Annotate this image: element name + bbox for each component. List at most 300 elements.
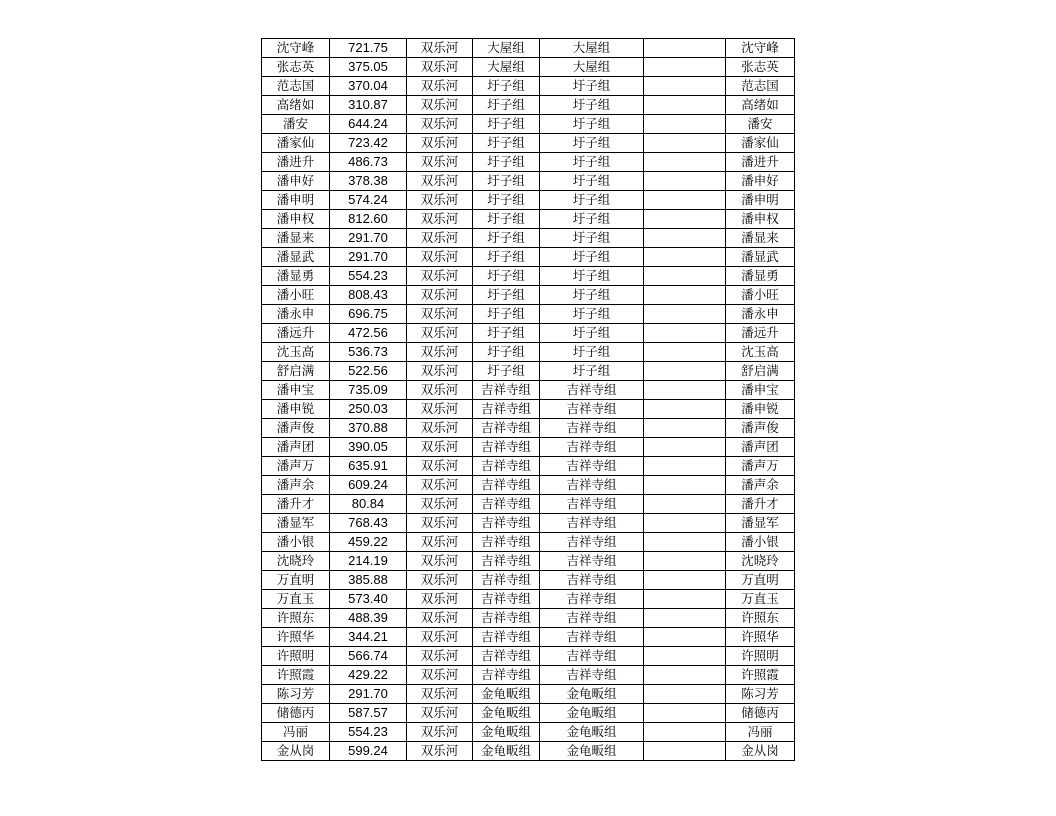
blank-cell bbox=[644, 39, 726, 58]
table-row bbox=[262, 286, 795, 305]
name-cell-2: 沈守峰 bbox=[726, 39, 795, 58]
group-cell-2: 圩子组 bbox=[540, 210, 644, 229]
blank-cell bbox=[644, 476, 726, 495]
group-cell: 圩子组 bbox=[473, 191, 540, 210]
blank-cell bbox=[644, 191, 726, 210]
name-cell: 潘显来 bbox=[262, 229, 330, 248]
village-cell: 双乐河 bbox=[407, 552, 473, 571]
group-cell: 圩子组 bbox=[473, 77, 540, 96]
name-cell-2: 潘升才 bbox=[726, 495, 795, 514]
group-cell: 金龟畈组 bbox=[473, 742, 540, 761]
name-cell-2: 潘显武 bbox=[726, 248, 795, 267]
blank-cell bbox=[644, 134, 726, 153]
table-row bbox=[262, 514, 795, 533]
group-cell: 吉祥寺组 bbox=[473, 476, 540, 495]
blank-cell bbox=[644, 400, 726, 419]
village-cell: 双乐河 bbox=[407, 457, 473, 476]
blank-cell bbox=[644, 438, 726, 457]
group-cell-2: 圩子组 bbox=[540, 191, 644, 210]
amount-cell: 291.70 bbox=[330, 229, 407, 248]
amount-cell: 488.39 bbox=[330, 609, 407, 628]
name-cell: 潘显军 bbox=[262, 514, 330, 533]
group-cell-2: 金龟畈组 bbox=[540, 704, 644, 723]
name-cell-2: 金从岗 bbox=[726, 742, 795, 761]
name-cell: 舒启满 bbox=[262, 362, 330, 381]
group-cell-2: 吉祥寺组 bbox=[540, 552, 644, 571]
name-cell-2: 许照东 bbox=[726, 609, 795, 628]
amount-cell: 522.56 bbox=[330, 362, 407, 381]
village-cell: 双乐河 bbox=[407, 172, 473, 191]
name-cell-2: 潘家仙 bbox=[726, 134, 795, 153]
name-cell-2: 万直玉 bbox=[726, 590, 795, 609]
table-row bbox=[262, 96, 795, 115]
group-cell-2: 金龟畈组 bbox=[540, 723, 644, 742]
name-cell-2: 潘声万 bbox=[726, 457, 795, 476]
name-cell-2: 潘声余 bbox=[726, 476, 795, 495]
village-cell: 双乐河 bbox=[407, 343, 473, 362]
table-row bbox=[262, 305, 795, 324]
name-cell: 潘小银 bbox=[262, 533, 330, 552]
table-row bbox=[262, 438, 795, 457]
group-cell: 金龟畈组 bbox=[473, 685, 540, 704]
amount-cell: 486.73 bbox=[330, 153, 407, 172]
name-cell-2: 潘显来 bbox=[726, 229, 795, 248]
blank-cell bbox=[644, 590, 726, 609]
amount-cell: 644.24 bbox=[330, 115, 407, 134]
group-cell: 吉祥寺组 bbox=[473, 533, 540, 552]
blank-cell bbox=[644, 647, 726, 666]
group-cell-2: 吉祥寺组 bbox=[540, 476, 644, 495]
blank-cell bbox=[644, 552, 726, 571]
table-row bbox=[262, 609, 795, 628]
amount-cell: 214.19 bbox=[330, 552, 407, 571]
name-cell-2: 高绪如 bbox=[726, 96, 795, 115]
village-cell: 双乐河 bbox=[407, 134, 473, 153]
table-row bbox=[262, 495, 795, 514]
name-cell-2: 潘小银 bbox=[726, 533, 795, 552]
group-cell: 圩子组 bbox=[473, 343, 540, 362]
group-cell-2: 吉祥寺组 bbox=[540, 381, 644, 400]
name-cell: 许照霞 bbox=[262, 666, 330, 685]
amount-cell: 812.60 bbox=[330, 210, 407, 229]
village-cell: 双乐河 bbox=[407, 115, 473, 134]
name-cell-2: 冯丽 bbox=[726, 723, 795, 742]
group-cell: 大屋组 bbox=[473, 39, 540, 58]
table-row bbox=[262, 58, 795, 77]
table-row bbox=[262, 324, 795, 343]
name-cell: 潘申明 bbox=[262, 191, 330, 210]
group-cell-2: 吉祥寺组 bbox=[540, 628, 644, 647]
village-cell: 双乐河 bbox=[407, 400, 473, 419]
name-cell: 沈守峰 bbox=[262, 39, 330, 58]
name-cell: 储德丙 bbox=[262, 704, 330, 723]
name-cell: 陈习芳 bbox=[262, 685, 330, 704]
group-cell-2: 吉祥寺组 bbox=[540, 495, 644, 514]
group-cell-2: 大屋组 bbox=[540, 58, 644, 77]
village-cell: 双乐河 bbox=[407, 305, 473, 324]
amount-cell: 390.05 bbox=[330, 438, 407, 457]
blank-cell bbox=[644, 305, 726, 324]
amount-cell: 566.74 bbox=[330, 647, 407, 666]
amount-cell: 574.24 bbox=[330, 191, 407, 210]
amount-cell: 721.75 bbox=[330, 39, 407, 58]
table-row bbox=[262, 39, 795, 58]
table-row bbox=[262, 552, 795, 571]
village-cell: 双乐河 bbox=[407, 248, 473, 267]
name-cell-2: 潘申宝 bbox=[726, 381, 795, 400]
name-cell: 高绪如 bbox=[262, 96, 330, 115]
name-cell-2: 许照华 bbox=[726, 628, 795, 647]
amount-cell: 696.75 bbox=[330, 305, 407, 324]
village-cell: 双乐河 bbox=[407, 628, 473, 647]
name-cell-2: 潘安 bbox=[726, 115, 795, 134]
group-cell: 吉祥寺组 bbox=[473, 609, 540, 628]
group-cell: 圩子组 bbox=[473, 172, 540, 191]
table-row bbox=[262, 571, 795, 590]
group-cell-2: 圩子组 bbox=[540, 343, 644, 362]
group-cell-2: 圩子组 bbox=[540, 153, 644, 172]
blank-cell bbox=[644, 153, 726, 172]
name-cell-2: 潘小旺 bbox=[726, 286, 795, 305]
village-cell: 双乐河 bbox=[407, 210, 473, 229]
amount-cell: 472.56 bbox=[330, 324, 407, 343]
group-cell-2: 吉祥寺组 bbox=[540, 666, 644, 685]
name-cell: 金从岗 bbox=[262, 742, 330, 761]
amount-cell: 459.22 bbox=[330, 533, 407, 552]
group-cell: 圩子组 bbox=[473, 286, 540, 305]
name-cell: 潘小旺 bbox=[262, 286, 330, 305]
group-cell: 吉祥寺组 bbox=[473, 495, 540, 514]
name-cell: 许照东 bbox=[262, 609, 330, 628]
blank-cell bbox=[644, 77, 726, 96]
name-cell: 万直明 bbox=[262, 571, 330, 590]
blank-cell bbox=[644, 210, 726, 229]
table-row bbox=[262, 666, 795, 685]
name-cell: 范志国 bbox=[262, 77, 330, 96]
table-row bbox=[262, 381, 795, 400]
name-cell: 许照明 bbox=[262, 647, 330, 666]
group-cell-2: 金龟畈组 bbox=[540, 742, 644, 761]
name-cell: 潘进升 bbox=[262, 153, 330, 172]
amount-cell: 375.05 bbox=[330, 58, 407, 77]
group-cell: 吉祥寺组 bbox=[473, 514, 540, 533]
group-cell-2: 圩子组 bbox=[540, 286, 644, 305]
name-cell: 潘声万 bbox=[262, 457, 330, 476]
table-row bbox=[262, 685, 795, 704]
group-cell: 圩子组 bbox=[473, 305, 540, 324]
group-cell: 圩子组 bbox=[473, 229, 540, 248]
name-cell: 潘申权 bbox=[262, 210, 330, 229]
table-row bbox=[262, 248, 795, 267]
village-cell: 双乐河 bbox=[407, 571, 473, 590]
blank-cell bbox=[644, 343, 726, 362]
village-cell: 双乐河 bbox=[407, 286, 473, 305]
group-cell: 圩子组 bbox=[473, 248, 540, 267]
group-cell-2: 圩子组 bbox=[540, 324, 644, 343]
group-cell: 圩子组 bbox=[473, 267, 540, 286]
table-row bbox=[262, 742, 795, 761]
group-cell-2: 吉祥寺组 bbox=[540, 647, 644, 666]
name-cell-2: 潘申明 bbox=[726, 191, 795, 210]
name-cell: 万直玉 bbox=[262, 590, 330, 609]
group-cell-2: 圩子组 bbox=[540, 362, 644, 381]
group-cell-2: 吉祥寺组 bbox=[540, 590, 644, 609]
table-row bbox=[262, 723, 795, 742]
name-cell-2: 潘申好 bbox=[726, 172, 795, 191]
amount-cell: 554.23 bbox=[330, 723, 407, 742]
table-row bbox=[262, 419, 795, 438]
village-cell: 双乐河 bbox=[407, 362, 473, 381]
amount-cell: 554.23 bbox=[330, 267, 407, 286]
village-cell: 双乐河 bbox=[407, 495, 473, 514]
table-row bbox=[262, 172, 795, 191]
group-cell-2: 吉祥寺组 bbox=[540, 400, 644, 419]
group-cell-2: 圩子组 bbox=[540, 267, 644, 286]
table-row bbox=[262, 134, 795, 153]
blank-cell bbox=[644, 533, 726, 552]
table-row bbox=[262, 590, 795, 609]
group-cell: 圩子组 bbox=[473, 324, 540, 343]
blank-cell bbox=[644, 419, 726, 438]
name-cell-2: 许照明 bbox=[726, 647, 795, 666]
village-cell: 双乐河 bbox=[407, 419, 473, 438]
name-cell: 潘家仙 bbox=[262, 134, 330, 153]
group-cell-2: 圩子组 bbox=[540, 172, 644, 191]
group-cell: 圩子组 bbox=[473, 115, 540, 134]
table-body bbox=[262, 39, 795, 761]
table-row bbox=[262, 229, 795, 248]
village-cell: 双乐河 bbox=[407, 39, 473, 58]
table-row bbox=[262, 457, 795, 476]
amount-cell: 370.04 bbox=[330, 77, 407, 96]
name-cell-2: 潘显军 bbox=[726, 514, 795, 533]
table-row bbox=[262, 267, 795, 286]
name-cell-2: 潘显勇 bbox=[726, 267, 795, 286]
name-cell-2: 万直明 bbox=[726, 571, 795, 590]
group-cell-2: 吉祥寺组 bbox=[540, 457, 644, 476]
name-cell: 潘声俊 bbox=[262, 419, 330, 438]
name-cell-2: 张志英 bbox=[726, 58, 795, 77]
name-cell-2: 潘永申 bbox=[726, 305, 795, 324]
village-cell: 双乐河 bbox=[407, 666, 473, 685]
group-cell: 圩子组 bbox=[473, 96, 540, 115]
name-cell-2: 舒启满 bbox=[726, 362, 795, 381]
table-row bbox=[262, 153, 795, 172]
village-cell: 双乐河 bbox=[407, 58, 473, 77]
name-cell: 潘显勇 bbox=[262, 267, 330, 286]
amount-cell: 310.87 bbox=[330, 96, 407, 115]
village-cell: 双乐河 bbox=[407, 723, 473, 742]
amount-cell: 735.09 bbox=[330, 381, 407, 400]
blank-cell bbox=[644, 723, 726, 742]
name-cell: 潘声团 bbox=[262, 438, 330, 457]
group-cell: 圩子组 bbox=[473, 210, 540, 229]
group-cell-2: 圩子组 bbox=[540, 229, 644, 248]
village-cell: 双乐河 bbox=[407, 609, 473, 628]
table-row bbox=[262, 533, 795, 552]
name-cell: 张志英 bbox=[262, 58, 330, 77]
table-row bbox=[262, 400, 795, 419]
name-cell-2: 沈晓玲 bbox=[726, 552, 795, 571]
amount-cell: 587.57 bbox=[330, 704, 407, 723]
blank-cell bbox=[644, 666, 726, 685]
name-cell-2: 潘申权 bbox=[726, 210, 795, 229]
name-cell-2: 潘进升 bbox=[726, 153, 795, 172]
amount-cell: 80.84 bbox=[330, 495, 407, 514]
group-cell-2: 吉祥寺组 bbox=[540, 419, 644, 438]
village-cell: 双乐河 bbox=[407, 685, 473, 704]
group-cell: 吉祥寺组 bbox=[473, 381, 540, 400]
village-cell: 双乐河 bbox=[407, 514, 473, 533]
group-cell-2: 吉祥寺组 bbox=[540, 571, 644, 590]
name-cell: 沈晓玲 bbox=[262, 552, 330, 571]
group-cell-2: 吉祥寺组 bbox=[540, 533, 644, 552]
name-cell-2: 范志国 bbox=[726, 77, 795, 96]
village-cell: 双乐河 bbox=[407, 533, 473, 552]
name-cell: 潘申宝 bbox=[262, 381, 330, 400]
data-table bbox=[261, 38, 795, 761]
blank-cell bbox=[644, 362, 726, 381]
table-row bbox=[262, 77, 795, 96]
table-row bbox=[262, 628, 795, 647]
blank-cell bbox=[644, 381, 726, 400]
table-row bbox=[262, 343, 795, 362]
table-row bbox=[262, 476, 795, 495]
group-cell: 吉祥寺组 bbox=[473, 571, 540, 590]
group-cell-2: 圩子组 bbox=[540, 96, 644, 115]
village-cell: 双乐河 bbox=[407, 267, 473, 286]
group-cell: 吉祥寺组 bbox=[473, 419, 540, 438]
blank-cell bbox=[644, 609, 726, 628]
amount-cell: 291.70 bbox=[330, 248, 407, 267]
group-cell-2: 吉祥寺组 bbox=[540, 514, 644, 533]
amount-cell: 768.43 bbox=[330, 514, 407, 533]
amount-cell: 599.24 bbox=[330, 742, 407, 761]
blank-cell bbox=[644, 229, 726, 248]
name-cell: 潘远升 bbox=[262, 324, 330, 343]
name-cell-2: 潘远升 bbox=[726, 324, 795, 343]
blank-cell bbox=[644, 324, 726, 343]
amount-cell: 635.91 bbox=[330, 457, 407, 476]
table-row bbox=[262, 191, 795, 210]
blank-cell bbox=[644, 685, 726, 704]
name-cell: 潘升才 bbox=[262, 495, 330, 514]
group-cell-2: 圩子组 bbox=[540, 134, 644, 153]
name-cell-2: 潘声团 bbox=[726, 438, 795, 457]
group-cell: 圩子组 bbox=[473, 134, 540, 153]
village-cell: 双乐河 bbox=[407, 191, 473, 210]
group-cell-2: 圩子组 bbox=[540, 115, 644, 134]
group-cell-2: 吉祥寺组 bbox=[540, 438, 644, 457]
blank-cell bbox=[644, 267, 726, 286]
amount-cell: 723.42 bbox=[330, 134, 407, 153]
blank-cell bbox=[644, 571, 726, 590]
amount-cell: 385.88 bbox=[330, 571, 407, 590]
village-cell: 双乐河 bbox=[407, 647, 473, 666]
blank-cell bbox=[644, 172, 726, 191]
village-cell: 双乐河 bbox=[407, 742, 473, 761]
village-cell: 双乐河 bbox=[407, 381, 473, 400]
blank-cell bbox=[644, 457, 726, 476]
blank-cell bbox=[644, 628, 726, 647]
group-cell: 吉祥寺组 bbox=[473, 552, 540, 571]
village-cell: 双乐河 bbox=[407, 590, 473, 609]
amount-cell: 344.21 bbox=[330, 628, 407, 647]
amount-cell: 429.22 bbox=[330, 666, 407, 685]
village-cell: 双乐河 bbox=[407, 438, 473, 457]
group-cell: 吉祥寺组 bbox=[473, 647, 540, 666]
blank-cell bbox=[644, 742, 726, 761]
group-cell: 圩子组 bbox=[473, 153, 540, 172]
village-cell: 双乐河 bbox=[407, 153, 473, 172]
group-cell-2: 圩子组 bbox=[540, 305, 644, 324]
amount-cell: 370.88 bbox=[330, 419, 407, 438]
group-cell: 圩子组 bbox=[473, 362, 540, 381]
name-cell: 冯丽 bbox=[262, 723, 330, 742]
name-cell: 沈玉高 bbox=[262, 343, 330, 362]
name-cell: 许照华 bbox=[262, 628, 330, 647]
group-cell: 大屋组 bbox=[473, 58, 540, 77]
table-row bbox=[262, 210, 795, 229]
group-cell-2: 圩子组 bbox=[540, 77, 644, 96]
name-cell: 潘声余 bbox=[262, 476, 330, 495]
blank-cell bbox=[644, 115, 726, 134]
group-cell: 金龟畈组 bbox=[473, 723, 540, 742]
amount-cell: 573.40 bbox=[330, 590, 407, 609]
amount-cell: 609.24 bbox=[330, 476, 407, 495]
group-cell: 吉祥寺组 bbox=[473, 400, 540, 419]
amount-cell: 291.70 bbox=[330, 685, 407, 704]
amount-cell: 378.38 bbox=[330, 172, 407, 191]
blank-cell bbox=[644, 96, 726, 115]
village-cell: 双乐河 bbox=[407, 96, 473, 115]
table-row bbox=[262, 115, 795, 134]
name-cell-2: 沈玉高 bbox=[726, 343, 795, 362]
name-cell-2: 潘申锐 bbox=[726, 400, 795, 419]
name-cell-2: 潘声俊 bbox=[726, 419, 795, 438]
blank-cell bbox=[644, 248, 726, 267]
village-cell: 双乐河 bbox=[407, 324, 473, 343]
blank-cell bbox=[644, 495, 726, 514]
group-cell: 金龟畈组 bbox=[473, 704, 540, 723]
group-cell-2: 吉祥寺组 bbox=[540, 609, 644, 628]
name-cell: 潘申好 bbox=[262, 172, 330, 191]
name-cell-2: 储德丙 bbox=[726, 704, 795, 723]
group-cell: 吉祥寺组 bbox=[473, 590, 540, 609]
name-cell-2: 陈习芳 bbox=[726, 685, 795, 704]
village-cell: 双乐河 bbox=[407, 77, 473, 96]
group-cell-2: 金龟畈组 bbox=[540, 685, 644, 704]
amount-cell: 536.73 bbox=[330, 343, 407, 362]
village-cell: 双乐河 bbox=[407, 229, 473, 248]
group-cell: 吉祥寺组 bbox=[473, 457, 540, 476]
name-cell-2: 许照霞 bbox=[726, 666, 795, 685]
name-cell: 潘申锐 bbox=[262, 400, 330, 419]
name-cell: 潘永申 bbox=[262, 305, 330, 324]
group-cell-2: 大屋组 bbox=[540, 39, 644, 58]
group-cell: 吉祥寺组 bbox=[473, 666, 540, 685]
group-cell: 吉祥寺组 bbox=[473, 628, 540, 647]
table-row bbox=[262, 704, 795, 723]
table-row bbox=[262, 362, 795, 381]
name-cell: 潘显武 bbox=[262, 248, 330, 267]
group-cell-2: 圩子组 bbox=[540, 248, 644, 267]
group-cell: 吉祥寺组 bbox=[473, 438, 540, 457]
blank-cell bbox=[644, 514, 726, 533]
amount-cell: 250.03 bbox=[330, 400, 407, 419]
amount-cell: 808.43 bbox=[330, 286, 407, 305]
blank-cell bbox=[644, 286, 726, 305]
